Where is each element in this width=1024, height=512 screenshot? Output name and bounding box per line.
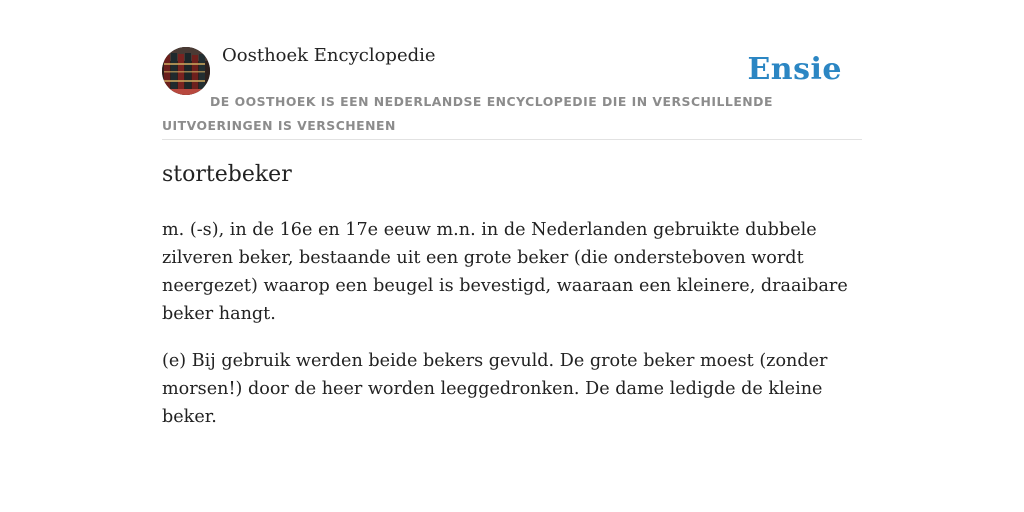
- site-name[interactable]: Oosthoek Encyclopedie: [222, 45, 436, 66]
- encyclopedia-books-icon: [162, 47, 210, 95]
- page-title: stortebeker: [162, 162, 292, 187]
- article-paragraph: (e) Bij gebruik werden beide bekers gevuld. De grote beker moest (zonder morsen!) door de heer worden leeggedronken. De dame ledigde de kleine beker.: [162, 351, 828, 427]
- header: [162, 0, 862, 140]
- brand-logo[interactable]: Ensie: [747, 52, 842, 87]
- avatar[interactable]: [162, 47, 210, 95]
- page-container: [162, 0, 862, 427]
- site-tagline: DE OOSTHOEK IS EEN NEDERLANDSE ENCYCLOPEDIE DIE IN VERSCHILLENDE UITVOERINGEN IS VERSCHENEN: [162, 94, 773, 133]
- article-body: [162, 216, 862, 450]
- article-paragraph: m. (-s), in de 16e en 17e eeuw m.n. in de Nederlanden gebruikte dubbele zilveren beker, bestaande uit een grote beker (die ondersteboven wordt neergezet) waarop een beugel is bevestigd, waaraan een kleinere, draaibare beker hangt.: [162, 220, 848, 324]
